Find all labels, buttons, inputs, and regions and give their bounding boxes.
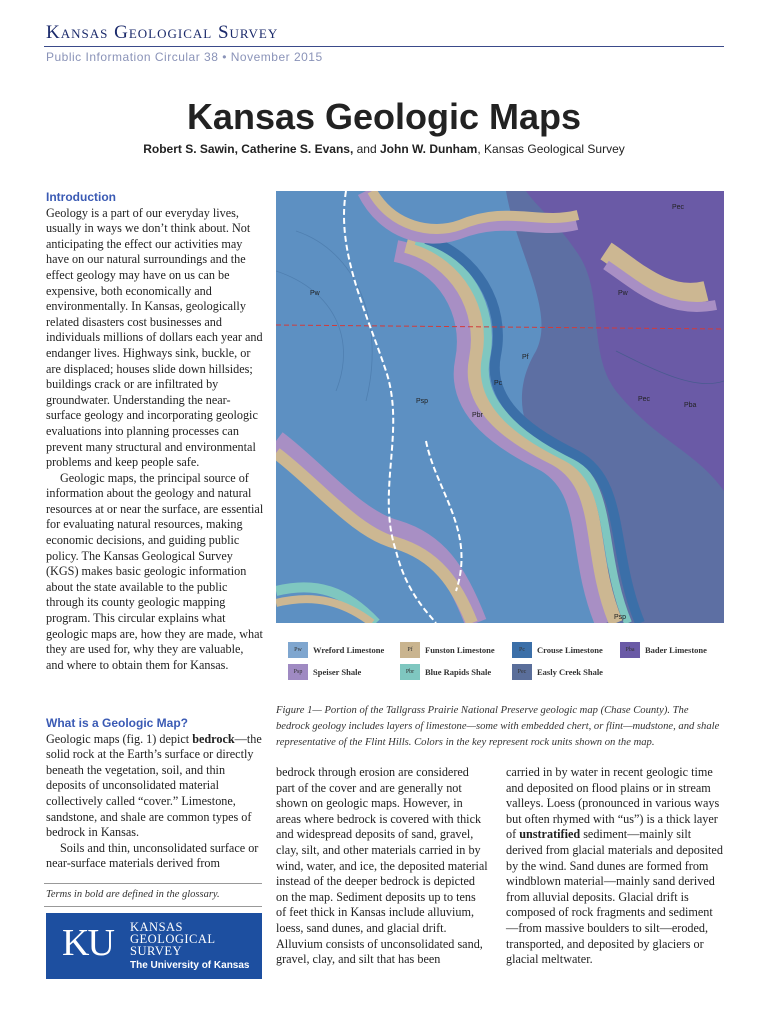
what-paragraph-1 <box>46 732 264 841</box>
col3-a: carried in by water in recent geologic time and deposited on flood plains or in stream valleys. Loess (pronounced in various ways but often rhymed with “us”) is a thick layer of <box>506 765 720 842</box>
map-label-pw-2: Pw <box>618 290 628 297</box>
logo-university: The University of Kansas <box>130 960 250 971</box>
authors-and: and <box>353 142 380 156</box>
map-label-psp-2: Psp <box>614 614 627 621</box>
ku-monogram: KU <box>62 922 113 964</box>
key-label: Wreford Limestone <box>313 645 385 655</box>
key-label: Speiser Shale <box>313 667 362 677</box>
note-rule-top <box>44 883 262 884</box>
key-item <box>288 642 384 658</box>
key-label: Easly Creek Shale <box>537 667 603 677</box>
note-rule-bottom <box>44 906 262 907</box>
what-p1-c: —the solid rock at the Earth’s surface or directly beneath the vegetation, soil, and thin deposits of unconsolidated material collectively called “cover.” Limestone, sandstone, and shale are common types of bedrock in Kansas. <box>46 731 262 840</box>
logo-line-1: KANSAS <box>130 920 184 934</box>
what-paragraph-2: Soils and thin, unconsolidated surface or near-surface materials derived from <box>46 840 259 871</box>
glossary-note: Terms in bold are defined in the glossary. <box>46 889 220 900</box>
key-item <box>620 642 707 658</box>
intro-paragraph-1: Geology is a part of our everyday lives, usually in ways we don’t think about. Not anticipating the effect our activities may have on our natural surroundings and the effect geology may have on us can be expensive, both economically and environmentally. In Kansas, geologically related disasters cost businesses and individuals millions of dollars each year and endanger lives. Highways sink, buckle, or are displaced; houses slide down hillsides; buildings crack or are infiltrated by groundwater. Understanding the near-surface geology and incorporating geologic evaluations into planning processes can prevent many structural and environmental problems and keep people safe. <box>46 205 263 470</box>
author-names: Robert S. Sawin, Catherine S. Evans, <box>143 142 354 156</box>
key-item <box>288 664 361 680</box>
header-rule <box>44 46 724 47</box>
intro-section <box>46 190 264 673</box>
intro-heading: Introduction <box>46 190 116 204</box>
map-label-pba: Pba <box>684 402 697 409</box>
key-item <box>512 664 603 680</box>
key-swatch: Pc <box>512 642 532 658</box>
key-swatch: Pw <box>288 642 308 658</box>
term-bedrock: bedrock <box>192 731 235 746</box>
key-label: Funston Limestone <box>425 645 495 655</box>
map-label-pec-1: Pec <box>672 204 685 211</box>
geologic-map <box>276 191 724 623</box>
intro-paragraph-2: Geologic maps, the principal source of information about the geology and natural resources at or near the surface, are essential for evaluating natural resources, making economic decisions, and guiding public policy. The Kansas Geological Survey (KGS) makes basic geologic information about the state available to the public through its county geologic mapping program. This circular explains what geologic maps are, how they are made, what they are used for, why they are valuable, and where to obtain them for Kansas. <box>46 470 264 672</box>
page-title: Kansas Geologic Maps <box>186 96 582 137</box>
key-label: Crouse Limestone <box>537 645 603 655</box>
logo-line-3: SURVEY <box>130 944 183 958</box>
logo-line-2: GEOLOGICAL <box>130 932 216 946</box>
key-swatch: Psp <box>288 664 308 680</box>
key-swatch: Pf <box>400 642 420 658</box>
map-label-psp-1: Psp <box>416 398 429 405</box>
author-last: John W. Dunham <box>380 142 478 156</box>
col3-c: sediment—mainly silt derived from glacial materials and deposited by the wind. Sand dunes are formed from windblown material—mainly sand derived from alluvial deposits. Glacial drift is composed of rock fragments and sediment—from massive boulders to silt—eroded, transported, and deposited by glaciers or glacial meltwater. <box>506 827 723 967</box>
what-p1-a: Geologic maps (fig. 1) depict <box>46 731 193 746</box>
map-label-pw-1: Pw <box>310 290 320 297</box>
figure-caption: Figure 1— Portion of the Tallgrass Prairie National Preserve geologic map (Chase County). The bedrock geology includes layers of limestone—some with embedded chert, or flint—mudstone, and shale representative of the Flint Hills. Colors in the key represent rock units shown on the map. <box>276 705 720 748</box>
map-key <box>276 636 724 686</box>
key-item <box>512 642 603 658</box>
key-swatch: Pec <box>512 664 532 680</box>
column-2-text: bedrock through erosion are considered part of the cover and are generally not shown on geologic maps. However, in areas where bedrock is covered with thick and widespread deposits of sand, gravel, clay, silt, and other materials carried in by wind, water, and ice, the deposited material instead of the deeper bedrock is depicted on the map. Sediment deposits up to tens of feet thick in Kansas include alluvium, loess, sand dunes, and glacial drift. Alluvium consists of unconsolidated sand, gravel, clay, and silt that has been <box>276 765 488 967</box>
authors-line <box>0 142 768 156</box>
term-unstratified: unstratified <box>519 827 581 842</box>
map-label-pc: Pc <box>494 380 503 387</box>
organization-name: Kansas Geological Survey <box>46 22 279 43</box>
ku-logo <box>46 913 262 979</box>
key-item <box>400 642 495 658</box>
circular-info: Public Information Circular 38 • November 2015 <box>46 50 323 64</box>
map-label-pec-2: Pec <box>638 396 651 403</box>
key-swatch: Pbr <box>400 664 420 680</box>
key-swatch: Pba <box>620 642 640 658</box>
what-section <box>46 716 264 872</box>
what-heading: What is a Geologic Map? <box>46 716 189 730</box>
column-3-text <box>506 765 724 968</box>
map-label-pbr: Pbr <box>472 412 483 419</box>
author-affiliation: , Kansas Geological Survey <box>477 142 625 156</box>
geologic-map-graphic <box>276 191 724 623</box>
key-label: Blue Rapids Shale <box>425 667 492 677</box>
key-label: Bader Limestone <box>645 645 707 655</box>
key-item <box>400 664 491 680</box>
map-label-pf: Pf <box>522 354 529 361</box>
